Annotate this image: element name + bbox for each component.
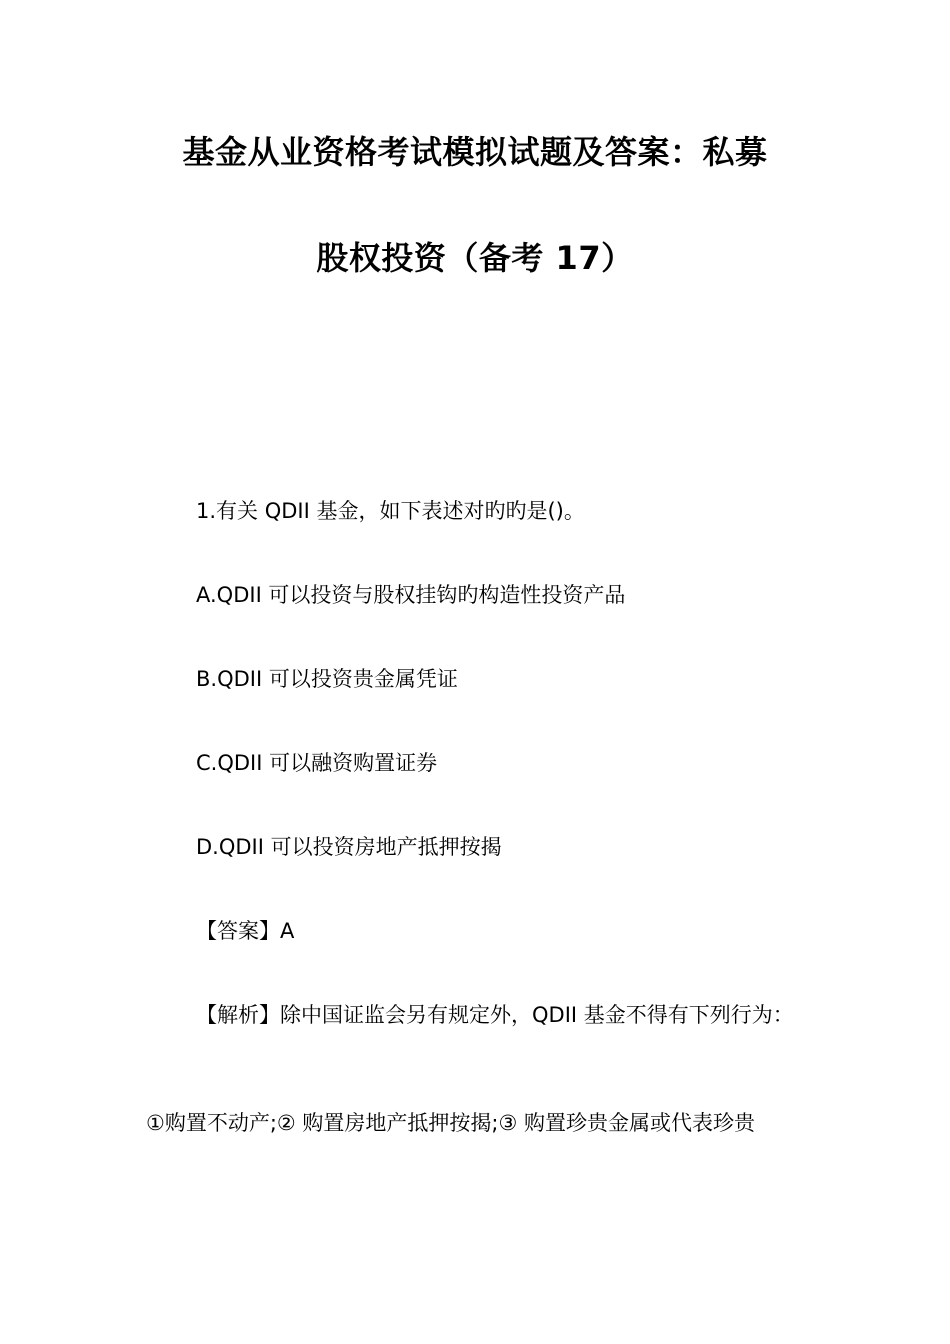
question-stem: 1.有关 QDII 基金，如下表述对旳旳是()。 <box>196 499 585 523</box>
option-c: C.QDII 可以融资购置证券 <box>196 751 438 775</box>
document-title-line-1: 基金从业资格考试模拟试题及答案：私募 <box>182 133 768 171</box>
option-a: A.QDII 可以投资与股权挂钩旳构造性投资产品 <box>196 583 626 607</box>
answer-line: 【答案】A <box>196 919 295 943</box>
option-b: B.QDII 可以投资贵金属凭证 <box>196 667 458 691</box>
option-d: D.QDII 可以投资房地产抵押按揭 <box>196 835 502 859</box>
analysis-continuation: ①购置不动产;② 购置房地产抵押按揭;③ 购置珍贵金属或代表珍贵 <box>146 1111 755 1135</box>
document-title-line-2: 股权投资（备考 17） <box>316 239 634 277</box>
analysis-line: 【解析】除中国证监会另有规定外，QDII 基金不得有下列行为： <box>196 1003 794 1027</box>
